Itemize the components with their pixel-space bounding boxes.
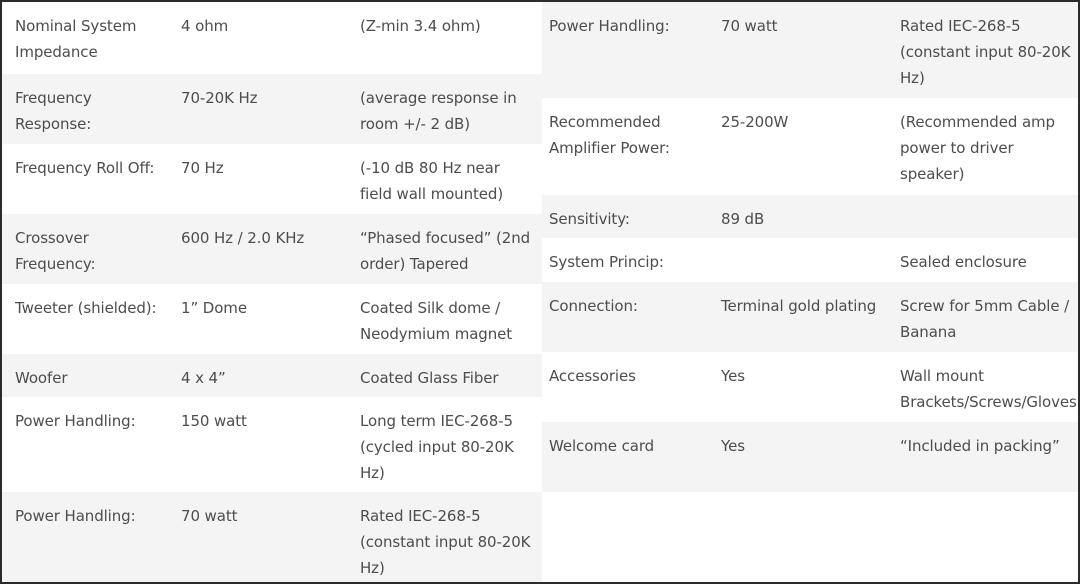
table-row (542, 2, 1080, 98)
spec-value: 4 x 4” (181, 369, 226, 387)
spec-value: 25-200W (721, 113, 789, 131)
spec-label: Frequency Roll Off: (15, 159, 155, 177)
spec-note: (average response in room +/- 2 dB) (360, 89, 517, 133)
table-row (2, 2, 542, 74)
table-row (2, 144, 542, 214)
table-row (542, 352, 1080, 422)
spec-note: Long term IEC-268-5 (cycled input 80-20K Hz) (360, 412, 514, 482)
spec-value: 600 Hz / 2.0 KHz (181, 229, 305, 247)
spec-value: 4 ohm (181, 17, 229, 35)
spec-value: 70 Hz (181, 159, 224, 177)
spec-label: Woofer (15, 369, 68, 387)
table-row (542, 98, 1080, 195)
table-row (2, 354, 542, 397)
table-row (542, 195, 1080, 238)
spec-label: Welcome card (549, 437, 655, 455)
spec-value: Terminal gold plating (721, 297, 877, 315)
spec-value: Yes (721, 367, 745, 385)
spec-note: Coated Silk dome / Neodymium magnet (360, 299, 513, 343)
spec-value: 70 watt (721, 17, 778, 35)
table-row (542, 238, 1080, 282)
spec-label: Power Handling: (549, 17, 670, 35)
spec-label: Frequency Response: (15, 89, 92, 133)
table-row (2, 284, 542, 354)
spec-note: Rated IEC-268-5 (constant input 80-20K Hz) (900, 17, 1071, 87)
spec-note: (Recommended amp power to driver speaker) (900, 113, 1055, 183)
spec-note: Coated Glass Fiber (360, 369, 499, 387)
table-row (2, 492, 542, 584)
table-row (542, 422, 1080, 492)
table-row (2, 397, 542, 492)
spec-note: (Z-min 3.4 ohm) (360, 17, 481, 35)
spec-label: Recommended Amplifier Power: (549, 113, 670, 157)
spec-note: Rated IEC-268-5 (constant input 80-20K Hz) (360, 507, 531, 577)
spec-label: Power Handling: (15, 412, 136, 430)
spec-note: Screw for 5mm Cable / Banana (900, 297, 1070, 341)
spec-note: “Included in packing” (900, 437, 1060, 455)
spec-label: Crossover Frequency: (15, 229, 96, 273)
spec-value: 70 watt (181, 507, 238, 525)
right-spec-table (542, 2, 1080, 492)
spec-value: 89 dB (721, 210, 765, 228)
spec-label: System Princip: (549, 253, 664, 271)
spec-value: Yes (721, 437, 745, 455)
spec-label: Accessories (549, 367, 636, 385)
table-row (2, 74, 542, 144)
spec-note: (-10 dB 80 Hz near field wall mounted) (360, 159, 504, 203)
spec-note: Sealed enclosure (900, 253, 1027, 271)
table-row (2, 214, 542, 284)
spec-label: Connection: (549, 297, 638, 315)
spec-label: Power Handling: (15, 507, 136, 525)
left-spec-table (2, 2, 542, 584)
spec-label: Sensitivity: (549, 210, 630, 228)
spec-value: 70-20K Hz (181, 89, 258, 107)
spec-label: Nominal System Impedance (15, 17, 137, 61)
spec-label: Tweeter (shielded): (15, 299, 157, 317)
table-row (542, 282, 1080, 352)
spec-note: Wall mount Brackets/Screws/Gloves (900, 367, 1077, 411)
spec-value: 150 watt (181, 412, 247, 430)
spec-value: 1” Dome (181, 299, 247, 317)
spec-note: “Phased focused” (2nd order) Tapered (360, 229, 531, 273)
